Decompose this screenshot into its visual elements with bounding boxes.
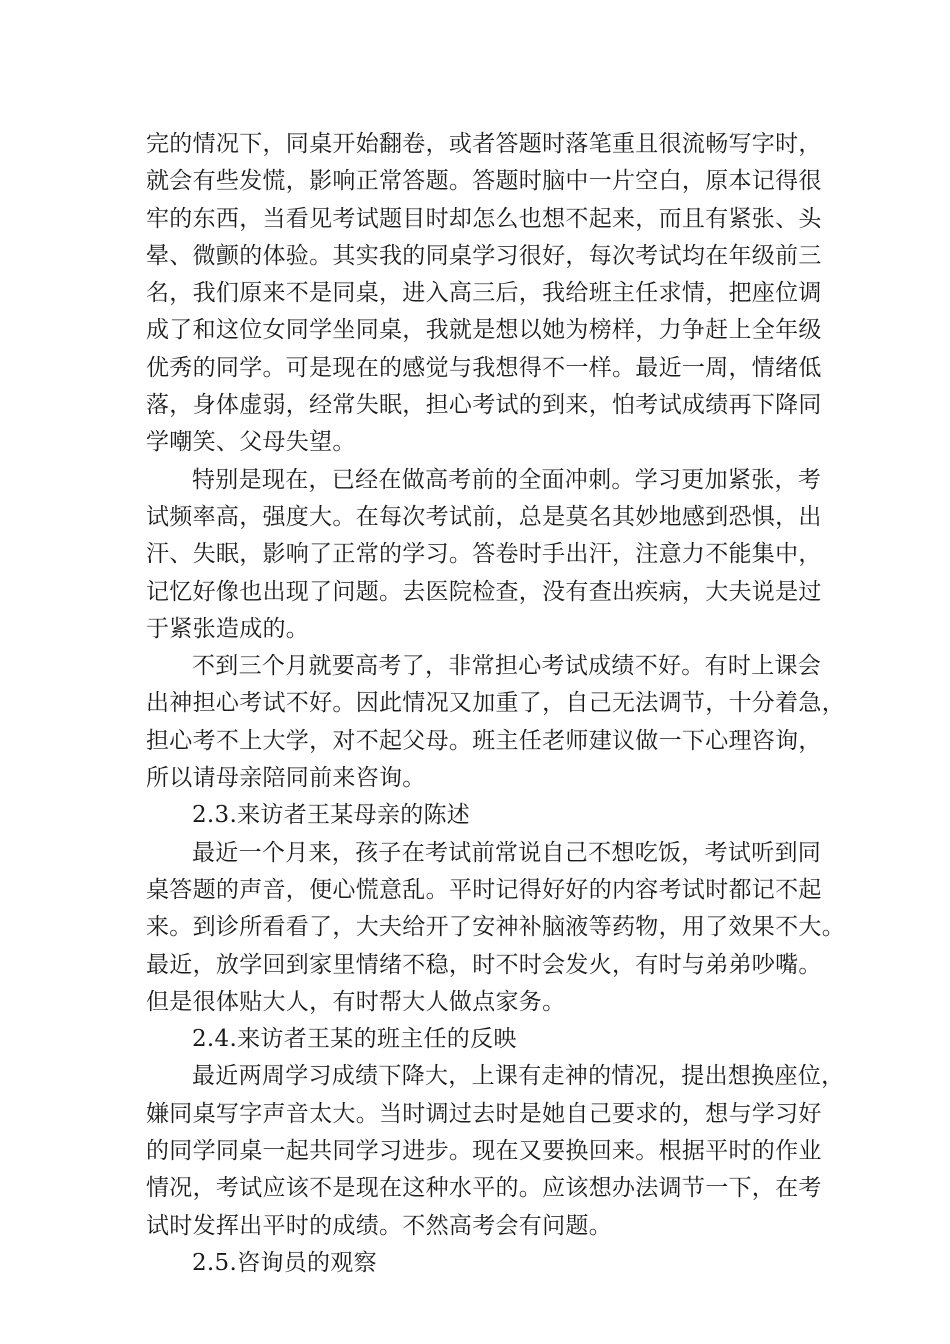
text-line: 担心考不上大学，对不起父母。班主任老师建议做一下心理咨询， [146,727,822,754]
body-paragraph [146,462,822,648]
text-line: 记忆好像也出现了问题。去医院检查，没有查出疾病，大夫说是过 [146,578,822,605]
text-line: 2.3.来访者王某母亲的陈述 [192,802,471,829]
text-line: 成了和这位女同学坐同桌，我就是想以她为榜样，力争赶上全年级 [146,317,822,344]
text-line: 名，我们原来不是同桌，进入高三后，我给班主任求情，把座位调 [146,280,822,307]
text-line: 牢的东西，当看见考试题目时却怎么也想不起来，而且有紧张、头 [146,205,822,232]
text-line: 完的情况下，同桌开始翻卷，或者答题时落笔重且很流畅写字时， [146,131,822,157]
text-line: 特别是现在，已经在做高考前的全面冲刺。学习更加紧张，考 [192,466,822,493]
section-heading [146,1021,806,1058]
body-paragraph [146,648,845,797]
section-heading [146,797,806,834]
text-line: 出神担心考试不好。因此情况又加重了，自己无法调节，十分着急， [146,690,845,717]
text-line: 最近，放学回到家里情绪不稳，时不时会发火，有时与弟弟吵嘴。 [146,951,822,978]
text-line: 不到三个月就要高考了，非常担心考试成绩不好。有时上课会 [192,653,822,680]
body-paragraph [146,835,845,1021]
text-line: 情况，考试应该不是现在这种水平的。应该想办法调节一下，在考 [146,1175,822,1202]
text-line: 优秀的同学。可是现在的感觉与我想得不一样。最近一周，情绪低 [146,354,822,381]
text-line: 所以请母亲陪同前来咨询。 [146,765,426,792]
text-line: 但是很体贴大人，有时帮大人做点家务。 [146,988,566,1015]
text-line: 试频率高，强度大。在每次考试前，总是莫名其妙地感到恐惧，出 [146,503,822,530]
text-line: 落，身体虚弱，经常失眠，担心考试的到来，怕考试成绩再下降同 [146,392,822,419]
text-line: 2.5.咨询员的观察 [192,1249,377,1276]
text-line: 桌答题的声音，便心慌意乱。平时记得好好的内容考试时都记不起 [146,876,822,903]
body-paragraph [146,1058,845,1244]
text-line: 2.4.来访者王某的班主任的反映 [192,1026,517,1053]
text-line: 晕、微颤的体验。其实我的同桌学习很好，每次考试均在年级前三 [146,242,822,269]
text-line: 的同学同桌一起共同学习进步。现在又要换回来。根据平时的作业 [146,1138,822,1165]
text-line: 于紧张造成的。 [146,615,310,642]
text-line: 来。到诊所看看了，大夫给开了安神补脑液等药物，用了效果不大。 [146,914,845,941]
text-line: 就会有些发慌，影响正常答题。答题时脑中一片空白，原本记得很 [146,168,822,195]
document-page [146,126,845,1282]
text-line: 试时发挥出平时的成绩。不然高考会有问题。 [146,1212,612,1239]
text-line: 学嘲笑、父母失望。 [146,429,356,456]
section-heading [146,1245,806,1282]
text-line: 最近两周学习成绩下降大，上课有走神的情况，提出想换座位， [192,1063,845,1090]
text-line: 最近一个月来，孩子在考试前常说自己不想吃饭，考试听到同 [192,839,822,866]
text-line: 汗、失眠，影响了正常的学习。答卷时手出汗，注意力不能集中， [146,541,822,568]
text-line: 嫌同桌写字声音太大。当时调过去时是她自己要求的，想与学习好 [146,1100,822,1127]
body-paragraph [146,126,822,462]
